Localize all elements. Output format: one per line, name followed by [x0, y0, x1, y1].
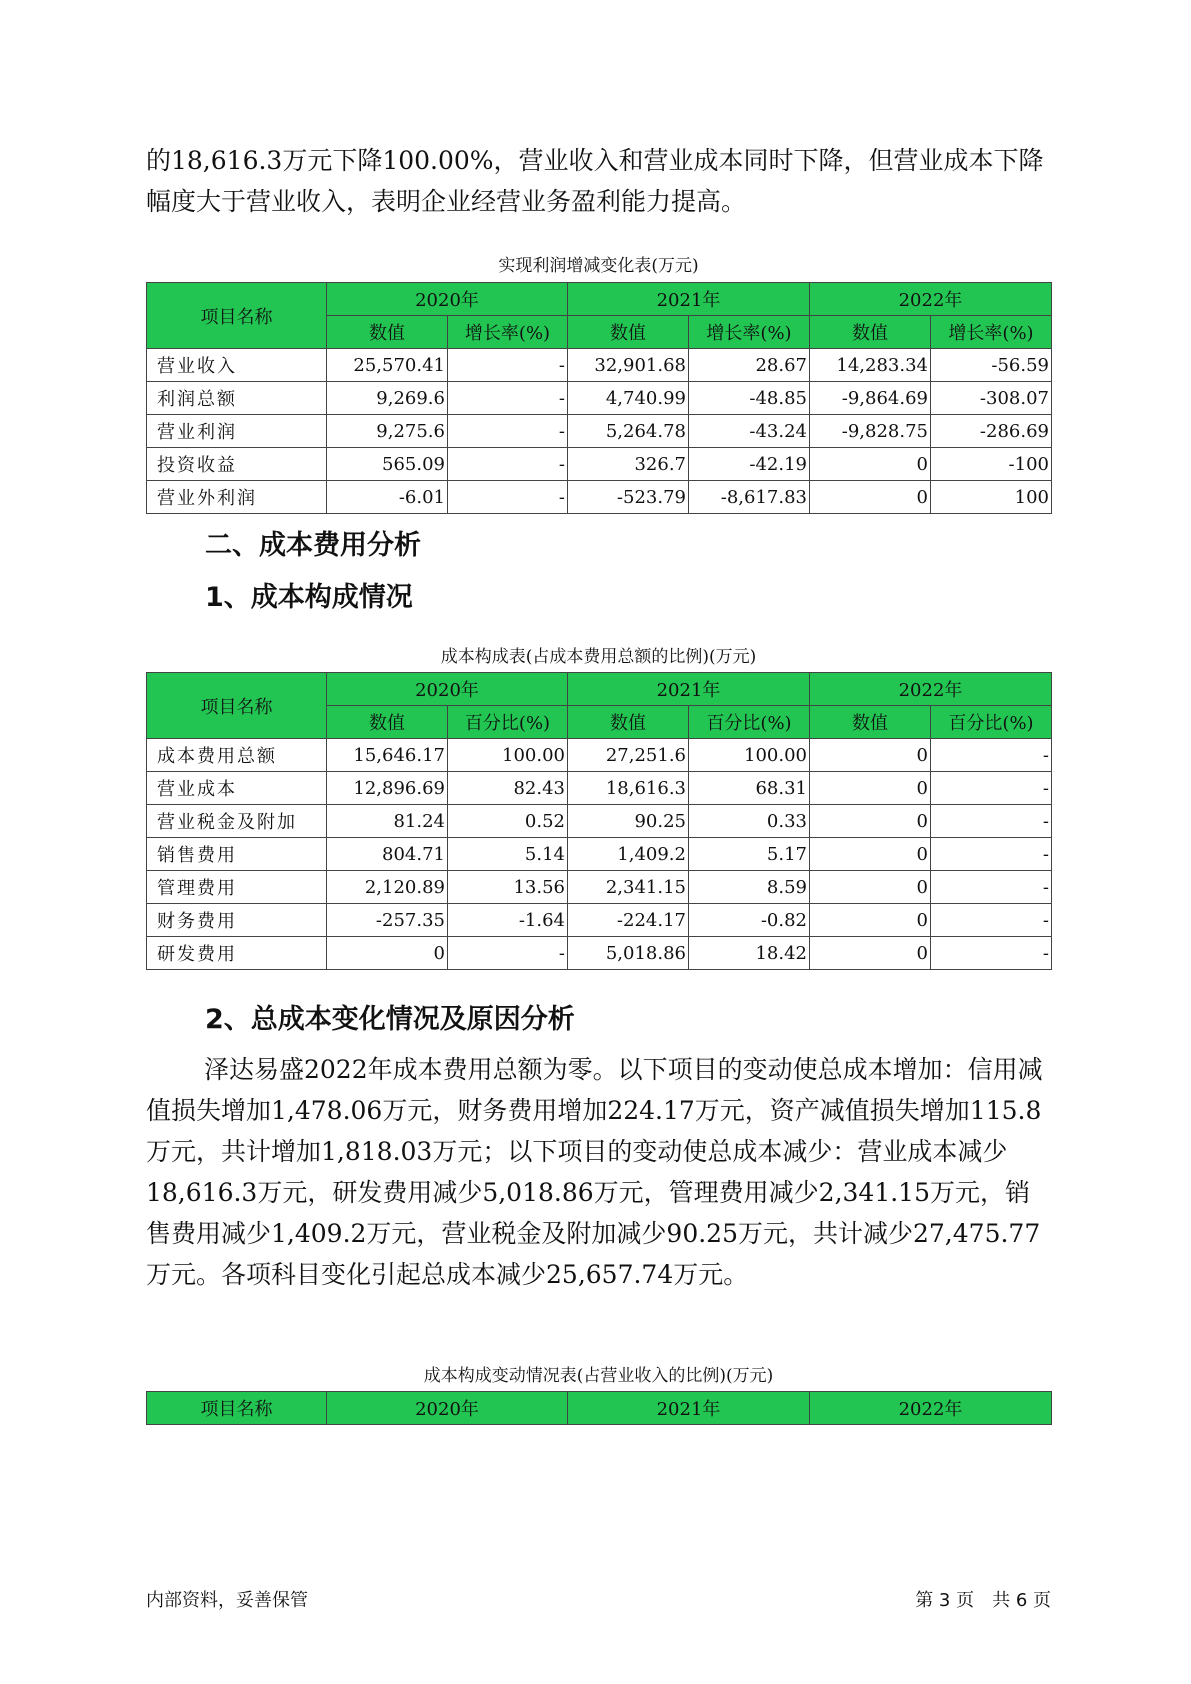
table3-year-2020: 2020年	[327, 1392, 568, 1425]
table-cell: 0	[327, 937, 448, 970]
row-label: 管理费用	[147, 871, 327, 904]
table-cell: -	[448, 481, 568, 514]
table-cell: 0.52	[448, 805, 568, 838]
table-cell: 0	[810, 772, 931, 805]
table-cell: 100	[931, 481, 1052, 514]
table-row	[147, 448, 1052, 481]
table-row	[147, 382, 1052, 415]
table-row	[147, 772, 1052, 805]
subheading-cost-composition: 1、成本构成情况	[205, 582, 413, 613]
table2-subheader: 百分比(%)	[689, 706, 810, 739]
table-cell: -	[931, 805, 1052, 838]
footer-page-number: 第 3 页 共 6 页	[915, 1590, 1051, 1611]
table-cell: -	[931, 772, 1052, 805]
table1-caption: 实现利润增减变化表(万元)	[498, 256, 699, 276]
table-cell: 15,646.17	[327, 739, 448, 772]
table-cell: -43.24	[689, 415, 810, 448]
table1-subheader: 增长率(%)	[448, 316, 568, 349]
table-cell: 0	[810, 805, 931, 838]
table-cell: 90.25	[568, 805, 689, 838]
table1-subheader: 数值	[568, 316, 689, 349]
row-label: 营业外利润	[147, 481, 327, 514]
table-cell: 100.00	[448, 739, 568, 772]
row-label: 利润总额	[147, 382, 327, 415]
table-cell: 28.67	[689, 349, 810, 382]
table-cell: 9,275.6	[327, 415, 448, 448]
table2-subheader: 数值	[810, 706, 931, 739]
table2-subheader: 百分比(%)	[448, 706, 568, 739]
row-label: 研发费用	[147, 937, 327, 970]
table1-year-2020: 2020年	[327, 283, 568, 316]
table-cell: -	[931, 937, 1052, 970]
table-cell: -	[931, 904, 1052, 937]
table-row	[147, 871, 1052, 904]
table2-year-2022: 2022年	[810, 673, 1052, 706]
table-row	[147, 805, 1052, 838]
table-cell: 1,409.2	[568, 838, 689, 871]
table1-subheader: 增长率(%)	[689, 316, 810, 349]
table2-subheader: 百分比(%)	[931, 706, 1052, 739]
table2-name-header: 项目名称	[147, 673, 327, 739]
table-cell: 8.59	[689, 871, 810, 904]
table3-year-header-row	[147, 1392, 1052, 1425]
table2-subheader: 数值	[568, 706, 689, 739]
cost-composition-table	[146, 672, 1052, 970]
table1-name-header: 项目名称	[147, 283, 327, 349]
table-cell: 565.09	[327, 448, 448, 481]
table-cell: -6.01	[327, 481, 448, 514]
table-cell: -	[931, 871, 1052, 904]
table-row	[147, 739, 1052, 772]
table2-caption: 成本构成表(占成本费用总额的比例)(万元)	[440, 647, 757, 667]
table-cell: 326.7	[568, 448, 689, 481]
table-row	[147, 904, 1052, 937]
table-cell: -	[448, 448, 568, 481]
row-label: 投资收益	[147, 448, 327, 481]
table1-year-2022: 2022年	[810, 283, 1052, 316]
table-cell: 13.56	[448, 871, 568, 904]
table-cell: 2,341.15	[568, 871, 689, 904]
table3-year-2022: 2022年	[810, 1392, 1052, 1425]
table-cell: -8,617.83	[689, 481, 810, 514]
table2-subheader: 数值	[327, 706, 448, 739]
table-row	[147, 937, 1052, 970]
row-label: 销售费用	[147, 838, 327, 871]
row-label: 财务费用	[147, 904, 327, 937]
table-cell: 0	[810, 448, 931, 481]
section-heading: 二、成本费用分析	[205, 530, 421, 561]
row-label: 营业利润	[147, 415, 327, 448]
table-cell: -286.69	[931, 415, 1052, 448]
table-cell: -9,828.75	[810, 415, 931, 448]
table-row	[147, 349, 1052, 382]
row-label: 营业税金及附加	[147, 805, 327, 838]
table-cell: -523.79	[568, 481, 689, 514]
footer-confidential-note: 内部资料，妥善保管	[146, 1590, 308, 1611]
row-label: 成本费用总额	[147, 739, 327, 772]
table2-year-2021: 2021年	[568, 673, 810, 706]
table-cell: 5,018.86	[568, 937, 689, 970]
table-cell: 12,896.69	[327, 772, 448, 805]
table-cell: 14,283.34	[810, 349, 931, 382]
table-cell: -	[448, 937, 568, 970]
table-cell: 100.00	[689, 739, 810, 772]
row-label: 营业成本	[147, 772, 327, 805]
table-cell: 5.14	[448, 838, 568, 871]
table-cell: -	[448, 349, 568, 382]
table-cell: -257.35	[327, 904, 448, 937]
subheading-total-cost-change: 2、总成本变化情况及原因分析	[205, 1004, 575, 1035]
table-cell: 0	[810, 937, 931, 970]
table-cell: 0.33	[689, 805, 810, 838]
table-cell: 25,570.41	[327, 349, 448, 382]
table1-body	[147, 349, 1052, 514]
table-cell: 0	[810, 838, 931, 871]
table-cell: 5,264.78	[568, 415, 689, 448]
table2-year-header-row	[147, 673, 1052, 706]
table2-body	[147, 739, 1052, 970]
table-cell: 81.24	[327, 805, 448, 838]
table-cell: 804.71	[327, 838, 448, 871]
table3-year-2021: 2021年	[568, 1392, 810, 1425]
table-cell: 18,616.3	[568, 772, 689, 805]
table1-subheader: 数值	[810, 316, 931, 349]
table3-name-header: 项目名称	[147, 1392, 327, 1425]
table-cell: -	[448, 382, 568, 415]
table1-year-header-row	[147, 283, 1052, 316]
table1-subheader: 增长率(%)	[931, 316, 1052, 349]
table-row	[147, 838, 1052, 871]
table-cell: 68.31	[689, 772, 810, 805]
table-cell: -9,864.69	[810, 382, 931, 415]
table-cell: -308.07	[931, 382, 1052, 415]
table-row	[147, 415, 1052, 448]
cost-change-table	[146, 1391, 1052, 1425]
table-cell: -56.59	[931, 349, 1052, 382]
table-cell: 32,901.68	[568, 349, 689, 382]
table-cell: -42.19	[689, 448, 810, 481]
intro-paragraph: 的18,616.3万元下降100.00%，营业收入和营业成本同时下降，但营业成本下降幅度大于营业收入，表明企业经营业务盈利能力提高。	[146, 146, 1044, 216]
table-cell: -	[931, 838, 1052, 871]
table-cell: 2,120.89	[327, 871, 448, 904]
table1-subheader: 数值	[327, 316, 448, 349]
table-cell: -	[448, 415, 568, 448]
row-label: 营业收入	[147, 349, 327, 382]
table-cell: -	[931, 739, 1052, 772]
table-cell: -48.85	[689, 382, 810, 415]
table-cell: -224.17	[568, 904, 689, 937]
table-cell: 5.17	[689, 838, 810, 871]
table-cell: 4,740.99	[568, 382, 689, 415]
table-cell: 27,251.6	[568, 739, 689, 772]
table-cell: -1.64	[448, 904, 568, 937]
table-cell: 9,269.6	[327, 382, 448, 415]
table-cell: 0	[810, 481, 931, 514]
table3-caption: 成本构成变动情况表(占营业收入的比例)(万元)	[423, 1366, 774, 1386]
analysis-paragraph: 泽达易盛2022年成本费用总额为零。以下项目的变动使总成本增加：信用减值损失增加1,478.06万元，财务费用增加224.17万元，资产减值损失增加115.8万元，共计增加1,818.03万元；以下项目的变动使总成本减少：营业成本减少18,616.3万元，研发费用减少5,018.86万元，管理费用减少2,341.15万元，销售费用减少1,409.2万元，营业税金及附加减少90.25万元，共计减少27,475.77万元。各项科目变化引起总成本减少25,657.74万元。	[146, 1055, 1043, 1289]
table-row	[147, 481, 1052, 514]
table-cell: 0	[810, 904, 931, 937]
table-cell: 82.43	[448, 772, 568, 805]
table1-year-2021: 2021年	[568, 283, 810, 316]
table-cell: 0	[810, 871, 931, 904]
table2-year-2020: 2020年	[327, 673, 568, 706]
table-cell: -0.82	[689, 904, 810, 937]
table-cell: 0	[810, 739, 931, 772]
table-cell: 18.42	[689, 937, 810, 970]
table-cell: -100	[931, 448, 1052, 481]
profit-change-table	[146, 282, 1052, 514]
